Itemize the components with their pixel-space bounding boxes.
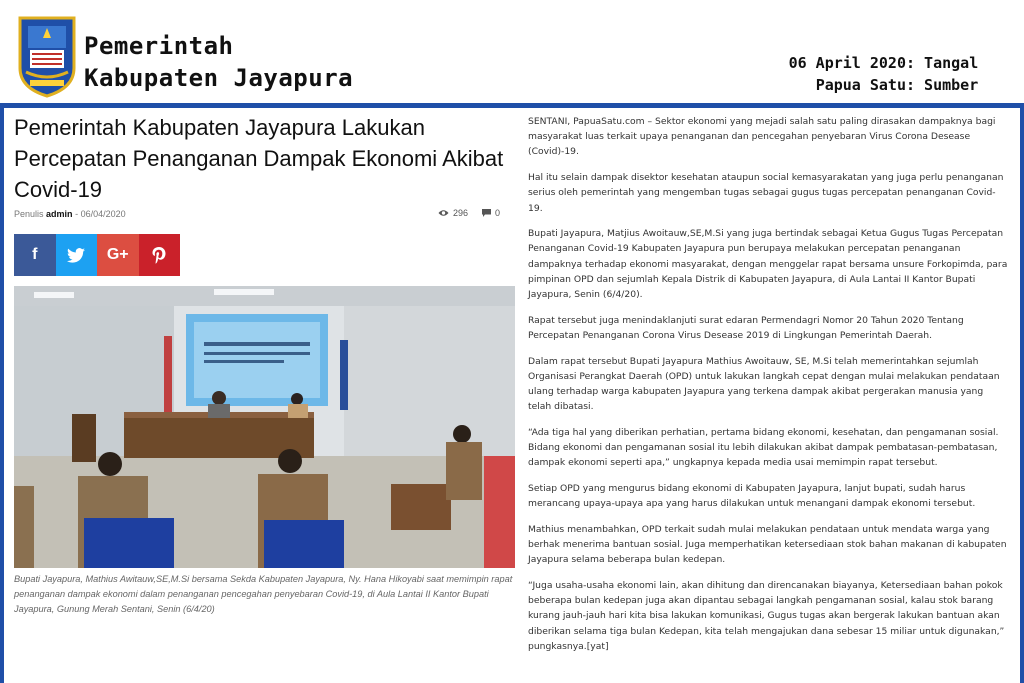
- clipping-header: [0, 0, 1024, 103]
- source-label: : Sumber: [906, 76, 979, 94]
- twitter-icon: [67, 248, 85, 263]
- article-title: Pemerintah Kabupaten Jayapura Lakukan Percepatan Penanganan Dampak Ekonomi Akibat Covid-19: [14, 115, 504, 202]
- share-twitter-button[interactable]: [56, 234, 98, 276]
- meta-date-row: [789, 52, 1002, 74]
- share-googleplus-button[interactable]: [97, 234, 139, 276]
- article-body: [528, 114, 1008, 665]
- eye-icon: [438, 209, 449, 217]
- photo-caption: Bupati Jayapura, Mathius Awitauw,SE,M.Si bersama Sekda Kabupaten Jayapura, Ny. Hana Hikoyabi saat memimpin rapat penanganan dampak ekonomi dalam penanganan pencegahan penyebaran Covid-19, di Aula Lantai II Kantor Bupati Jayapura, Gunung Merah Sentani, Senin (6/4/20): [14, 574, 513, 614]
- date-label: : Tangal: [906, 54, 979, 72]
- author-prefix: Penulis: [14, 209, 44, 219]
- article-paragraph: Dalam rapat tersebut Bupati Jayapura Mathius Awoitauw, SE, M.Si telah memerintahkan sejumlah Organisasi Perangkat Daerah (OPD) untuk lakukan langkah cepat dengan mulai melakukan pendataan ulang terhadap warga kabupaten Jayapura yang terkena dampak akibat pergerakan manusia yang telah dibatasi.: [528, 355, 1000, 413]
- frame-right-border: [1020, 103, 1024, 683]
- views-count: 296: [453, 208, 469, 218]
- article-byline: [14, 209, 126, 219]
- kabupaten-jayapura-emblem: [16, 14, 78, 98]
- org-line-2: Kabupaten Jayapura: [84, 64, 354, 92]
- author-link[interactable]: admin: [46, 209, 73, 219]
- facebook-icon: f: [32, 246, 38, 263]
- clipping-meta: [789, 52, 1002, 96]
- article-paragraph: SENTANI, PapuaSatu.com – Sektor ekonomi yang mejadi salah satu paling dirasakan dampaknya bagi masyarakat luas terkait upaya penanganan dan pencegahan penyebaran Virus Corona Desease (Covid)-19.: [528, 116, 996, 158]
- share-pinterest-button[interactable]: [139, 234, 181, 276]
- article-paragraph: Setiap OPD yang mengurus bidang ekonomi di Kabupaten Jayapura, lanjut bupati, sudah harus merancang upaya-upaya apa yang harus dilakukan untuk menangani dampak ekonomi tersebut.: [528, 483, 976, 510]
- article-stats: [438, 208, 500, 218]
- views-stat: [438, 208, 468, 218]
- googleplus-icon: G+: [106, 246, 129, 263]
- article-paragraph: “Ada tiga hal yang diberikan perhatian, pertama bidang ekonomi, kesehatan, dan pengamanan sosial. Bidang ekonomi dan pengamanan sosial itu lebih dilakukan akibat dampak pembatasan-pembatasan, dampak ekonomi seperti apa,” ungkapnya kepada media usai memimpin rapat tersebut.: [528, 426, 999, 469]
- comments-stat[interactable]: [482, 208, 500, 218]
- byline-separator: -: [75, 209, 81, 219]
- article-paragraph: Hal itu selain dampak disektor kesehatan ataupun social kemasyarakatan yang juga perlu penanganan serius oleh pemerintah yang mengemban tugas sebagai gugus tugas percepatan penanganan Covid-19.: [528, 172, 1004, 214]
- organization-name: [84, 30, 353, 94]
- source-value: Papua Satu: [815, 76, 906, 94]
- share-buttons: [14, 234, 180, 276]
- frame-left-border: [0, 103, 4, 683]
- article-paragraph: Mathius menambahkan, OPD terkait sudah mulai melakukan pendataan untuk mendata warga yang berhak menerima bantuan sosial. Juga memperhatikan ketersediaan stok bahan makanan di kabupaten Jayapura selama beberapa bulan kedepan.: [528, 523, 1007, 566]
- comment-icon: [482, 209, 491, 217]
- article-paragraph: Rapat tersebut juga menindaklanjuti surat edaran Permendagri Nomor 20 Tahun 2020 Tentang Percepatan Penanganan Corona Virus Desease 2019 di Lingkungan Pemerintah Daerah.: [528, 314, 964, 341]
- share-facebook-button[interactable]: [14, 234, 56, 276]
- publish-date: 06/04/2020: [80, 209, 126, 219]
- header-divider: [0, 103, 1024, 108]
- article-paragraph: Bupati Jayapura, Matjius Awoitauw,SE,M.Si yang juga bertindak sebagai Ketua Gugus Tugas Percepatan Penanganan Covid-19 Kabupaten Jayapura pun berupaya melakukan percepatan penanganan dampaknya terhadap ekonomi masyarakat, dengan menggelar rapat bersama unsure Forkopimda, para pimpinan OPD dan sejumlah Kepala Distrik di Kabupaten Jayapura, di Aula Lantai II Kantor Bupati Jayapura, Senin (6/4/20).: [528, 228, 1008, 301]
- meeting-photo: [14, 286, 515, 568]
- comments-count: 0: [495, 208, 501, 218]
- date-value: 06 April 2020: [788, 54, 906, 72]
- org-line-1: Pemerintah: [84, 32, 234, 60]
- meta-source-row: [789, 74, 1002, 96]
- pinterest-icon: [152, 247, 166, 264]
- article-paragraph: “Juga usaha-usaha ekonomi lain, akan dihitung dan direncanakan biayanya, Ketersediaan bahan pokok beberapa bulan kedepan juga akan dipantau sebagai langkah pengamanan sosial, kalau stok barang kurang jauh-jauh hari kita bisa lakukan komunikasi, Gugus tugas akan bergerak lakukan bantuan akan diberikan selama tiga bulan Kedepan, kita telah mengajukan dana sebesar 15 miliar untuk digunakan,” pungkasnya.[yat]: [528, 580, 1005, 652]
